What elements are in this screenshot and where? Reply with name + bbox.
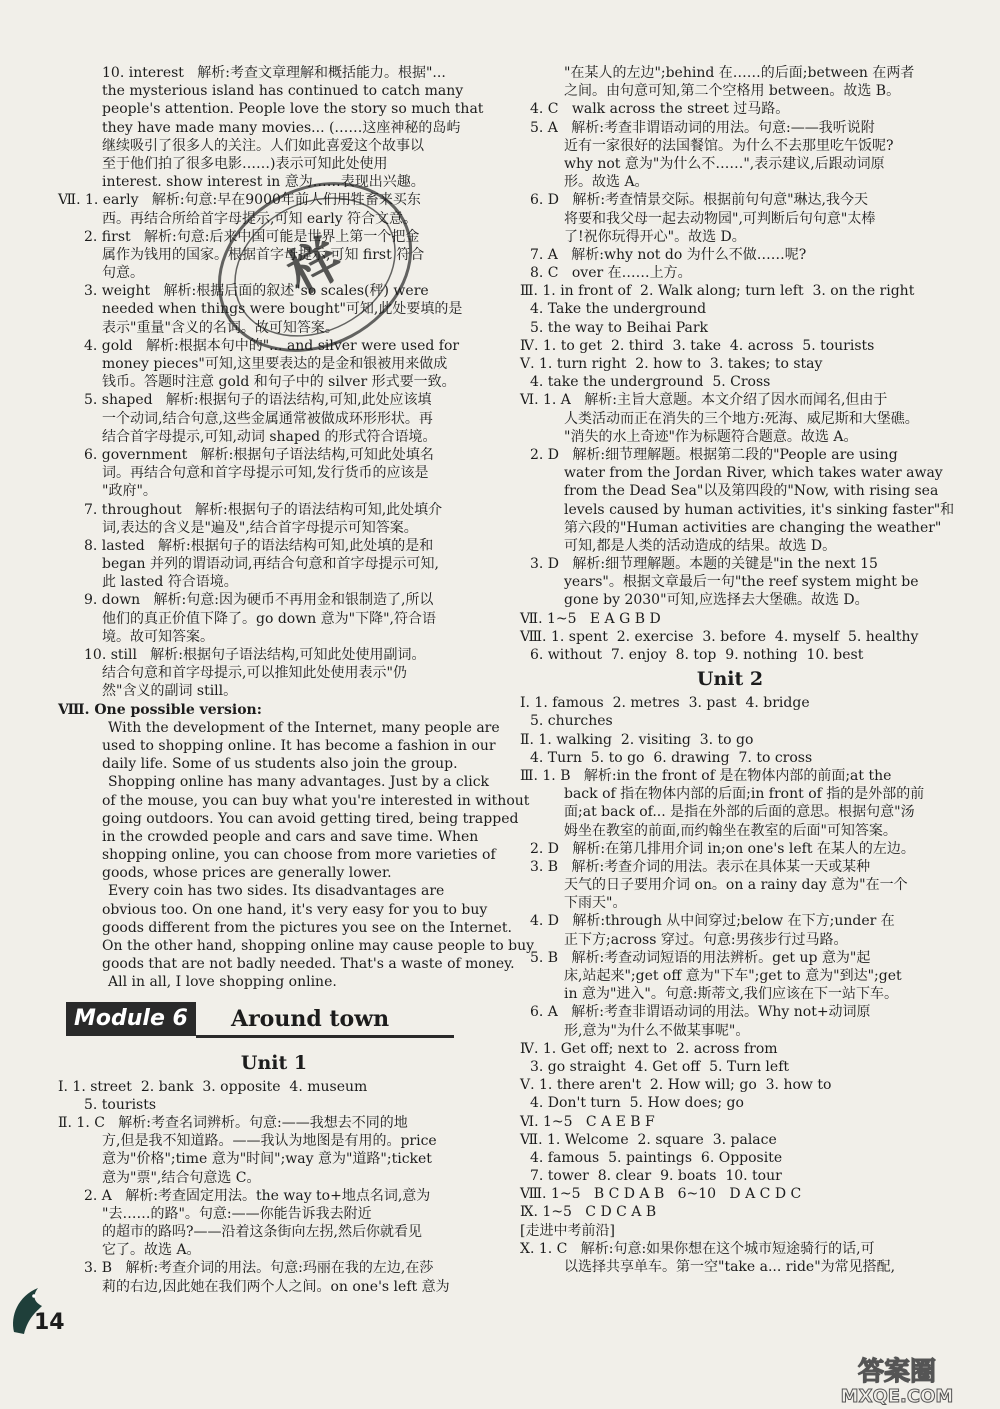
answer-line: 3. go straight 4. Get off 5. Turn left: [530, 1058, 789, 1075]
answer-line: 4. Don't turn 5. How does; go: [530, 1095, 744, 1112]
answer-line: goods that are not badly needed. That's a waste of money.: [102, 956, 515, 973]
answer-line: 以选择共享单车。第一空"take a... ride"为常见搭配,: [564, 1259, 896, 1275]
answer-line: 继续吸引了很多人的关注。人们如此喜爱这个故事以: [102, 137, 424, 154]
answer-line: 词。再结合句意和首字母提示可知,发行货币的应该是: [102, 465, 429, 482]
answer-line: shopping online, you can choose from more varieties of: [102, 847, 496, 864]
answer-line: goods different from the pictures you see on the Internet.: [102, 919, 512, 936]
answer-line: Ⅵ. 1. A 解析:主旨大意题。本文介绍了因水而闻名,但由于: [520, 392, 888, 409]
answer-line: 第六段的"Human activities are changing the weather": [564, 519, 942, 536]
answer-line: 4. D 解析:through 从中间穿过;below 在下方;under 在: [530, 913, 895, 930]
answer-line: 4. C walk across the street 过马路。: [530, 101, 790, 118]
answer-line: 床,站起来";get off 意为"下车";get to 意为"到达";get: [564, 968, 902, 984]
answer-line: money pieces"可知,这里要表达的是金和银被用来做成: [102, 356, 448, 372]
answer-line: 姆坐在教室的前面,而约翰坐在教室的后面"可知答案。: [564, 822, 897, 839]
left-column: [58, 64, 535, 1296]
answer-line: Ⅳ. 1. Get off; next to 2. across from: [520, 1040, 778, 1057]
answer-line: daily life. Some of us students also join the group.: [102, 756, 458, 773]
answer-line: 钱币。答题时注意 gold 和句子中的 silver 形式要一致。: [102, 374, 456, 391]
answer-line: 属作为钱用的国家。根据首字母提示,可知 first 符合: [102, 246, 425, 263]
module-banner: [66, 998, 490, 1042]
answer-line: 6. D 解析:考查情景交际。根据前句句意"琳达,我今天: [530, 192, 868, 209]
answer-line: 西。再结合所给首字母提示,可知 early 符合文意。: [102, 210, 418, 227]
answer-line: 5. shaped 解析:根据句子的语法结构,可知,此处应该填: [84, 392, 432, 409]
page-number: 14: [34, 1310, 65, 1335]
answer-line: "在某人的左边";behind 在……的后面;between 在两者: [564, 65, 915, 81]
answer-line: 5. A 解析:考查非谓语动词的用法。句意:——我听说附: [530, 119, 875, 136]
answer-line: Ⅵ. 1~5 C A E B F: [520, 1113, 655, 1130]
answer-line: Ⅳ. 1. to get 2. third 3. take 4. across 5. tourists: [520, 337, 875, 354]
answer-line: 10. still 解析:根据句子语法结构,可知此处使用副词。: [84, 647, 426, 663]
answer-line: "政府"。: [102, 483, 157, 500]
answer-line: 5. B 解析:考查动词短语的用法辨析。get up 意为"起: [530, 949, 871, 966]
answer-line: goods, whose prices are generally lower.: [102, 865, 392, 882]
answer-line: 4. take the underground 5. Cross: [530, 374, 771, 391]
module-badge: Module 6: [66, 1002, 196, 1036]
watermark-logo: [812, 1352, 982, 1406]
unit-2-answer-block: [520, 694, 940, 1276]
answer-line: 词,表达的含义是"遍及",结合首字母提示可知答案。: [102, 519, 418, 536]
answer-line: 6. A 解析:考查非谓语动词的用法。Why not+动词原: [530, 1004, 871, 1021]
answer-line: 6. without 7. enjoy 8. top 9. nothing 10. best: [530, 647, 864, 663]
answer-line: 的超市的路吗?——沿着这条街向左拐,然后你就看见: [102, 1224, 422, 1241]
answer-line: 5. tourists: [84, 1096, 157, 1113]
answer-line: Ⅶ. 1~5 E A G B D: [520, 610, 661, 627]
answer-line: 结合首字母提示,可知,动词 shaped 的形式符合语境。: [102, 428, 437, 445]
answer-line: 8. C over 在……上方。: [530, 265, 692, 282]
answer-line: 3. B 解析:考查介词的用法。句意:玛丽在我的左边,在莎: [84, 1260, 434, 1277]
answer-line: 形。故选 A。: [564, 174, 649, 191]
answer-line: gone by 2030"可知,应选择去大堡礁。故选 D。: [564, 592, 869, 609]
answer-line: "消失的水上奇迹"作为标题符合题意。故选 A。: [564, 428, 858, 445]
answer-line: 5. churches: [530, 713, 613, 730]
left-answer-block: [58, 64, 535, 992]
answer-line: 一个动词,结合句意,这些金属通常被做成环形形状。再: [102, 410, 433, 427]
answer-line: 正下方;across 穿过。句意:男孩步行过马路。: [564, 931, 848, 948]
answer-line: 5. the way to Beihai Park: [530, 319, 709, 336]
answer-line: Ⅸ. 1~5 C D C A B: [520, 1204, 657, 1221]
answer-line: All in all, I love shopping online.: [108, 974, 337, 991]
unit-1-answer-block: [58, 1078, 490, 1296]
answer-line: 了!祝你玩得开心"。故选 D。: [564, 228, 746, 245]
answer-line: from the Dead Sea"以及第四段的"Now, with rising sea: [564, 483, 939, 500]
answer-line: 6. government 解析:根据句子语法结构,可知此处填名: [84, 446, 434, 463]
answer-line: 面;at back of... 是指在外部的后面的意思。根据句意"汤: [564, 804, 915, 821]
answer-line: Ⅶ. 1. early 解析:句意:早在9000年前人们用牲畜来买东: [58, 192, 421, 209]
answer-line: began 并列的谓语动词,再结合句意和首字母提示可知,: [102, 556, 439, 573]
answer-line: Shopping online has many advantages. Just by a click: [108, 774, 490, 791]
answer-line: Ⅲ. 1. B 解析:in the front of 是在物体内部的前面;at the: [520, 767, 892, 784]
answer-line: 句意。: [102, 265, 144, 282]
answer-line: 2. first 解析:句意:后来中国可能是世界上第一个把金: [84, 228, 420, 245]
answer-line: interest. show interest in 意为……表现出兴趣。: [102, 174, 425, 191]
answer-line: 7. tower 8. clear 9. boats 10. tour: [530, 1168, 782, 1185]
answer-line: 4. Take the underground: [530, 301, 707, 318]
answer-line: in 意为"进入"。句意:斯蒂文,我们应该在下一站下车。: [564, 986, 898, 1003]
answer-line: 天气的日子要用介词 on。on a rainy day 意为"在一个: [564, 877, 908, 894]
answer-line: On the other hand, shopping online may cause people to buy: [102, 938, 535, 954]
module-rule: [196, 1035, 454, 1038]
right-column: [520, 64, 955, 1276]
answer-line: water from the Jordan River, which takes water away: [564, 465, 943, 482]
answer-line: 形,意为"为什么不做某事呢"。: [564, 1022, 750, 1039]
answer-line: 4. famous 5. paintings 6. Opposite: [530, 1149, 783, 1166]
answer-line: 境。故可知答案。: [102, 628, 214, 645]
answer-line: 至于他们拍了很多电影……)表示可知此处使用: [102, 155, 388, 172]
answer-line: Ⅰ. 1. famous 2. metres 3. past 4. bridge: [520, 695, 810, 712]
answer-line: Ⅱ. 1. C 解析:考查名词辨析。句意:——我想去不同的地: [58, 1114, 408, 1131]
answer-line: 然"含义的副词 still。: [102, 683, 238, 700]
answer-line: Ⅶ. 1. Welcome 2. square 3. palace: [520, 1131, 777, 1148]
answer-line: used to shopping online. It has become a fashion in our: [102, 737, 496, 754]
answer-line: back of 指在物体内部的后面;in front of 指的是外部的前: [564, 786, 925, 803]
answer-line: Ⅷ. One possible version:: [58, 701, 262, 718]
module-title: Around town: [231, 1005, 390, 1032]
answer-line: 2. A 解析:考查固定用法。the way to+地点名词,意为: [84, 1187, 431, 1204]
answer-line: 他们的真正价值下降了。go down 意为"下降",符合语: [102, 610, 437, 627]
answer-line: 下雨天"。: [564, 895, 627, 912]
answer-line: they have made many movies... (……这座神秘的岛屿: [102, 119, 461, 136]
answer-line: Ⅷ. 1. spent 2. exercise 3. before 4. myself 5. healthy: [520, 628, 919, 645]
answer-line: 4. gold 解析:根据本句中的"... and silver were used for: [84, 337, 460, 354]
answer-line: 4. Turn 5. to go 6. drawing 7. to cross: [530, 749, 813, 766]
answer-line: 意为"价格";time 意为"时间";way 意为"道路";ticket: [102, 1151, 432, 1168]
answer-line: in the crowded people and cars and save time. When: [102, 828, 479, 845]
answer-line: people's attention. People love the story so much that: [102, 101, 484, 118]
answer-line: Ⅹ. 1. C 解析:句意:如果你想在这个城市短途骑行的话,可: [520, 1240, 875, 1257]
answer-line: needed when things were bought"可知,此处要填的是: [102, 301, 463, 318]
svg-text:MXQE.COM: MXQE.COM: [840, 1386, 954, 1407]
answer-line: 10. interest 解析:考查文章理解和概括能力。根据"...: [102, 65, 446, 81]
answer-line: Ⅰ. 1. street 2. bank 3. opposite 4. museum: [58, 1078, 368, 1095]
answer-line: [走进中考前沿]: [520, 1222, 615, 1239]
answer-line: obvious too. On one hand, it's very easy for you to buy: [102, 901, 488, 918]
unit-1-heading: Unit 1: [240, 1051, 308, 1074]
answer-line: 3. D 解析:细节理解题。本题的关键是"in the next 15: [530, 556, 878, 573]
answer-line: Ⅴ. 1. turn right 2. how to 3. takes; to stay: [520, 356, 823, 372]
svg-text:答案圈: 答案圈: [857, 1357, 937, 1387]
answer-line: Every coin has two sides. Its disadvantages are: [108, 883, 445, 900]
answer-line: the mysterious island has continued to catch many: [102, 83, 464, 100]
answer-line: 7. A 解析:why not do 为什么不做……呢?: [530, 246, 807, 263]
answer-line: 9. down 解析:句意:因为硬币不再用金和银制造了,所以: [84, 592, 434, 609]
answer-line: Ⅷ. 1~5 B C D A B 6~10 D A C D C: [520, 1186, 802, 1203]
answer-line: Ⅲ. 1. in front of 2. Walk along; turn left 3. on the right: [520, 283, 915, 300]
answer-line: of the mouse, you can buy what you're interested in without: [102, 792, 530, 809]
unit-2-heading: Unit 2: [696, 668, 764, 691]
answer-line: 此 lasted 符合语境。: [102, 574, 238, 591]
answer-line: "去……的路"。句意:——你能告诉我去附近: [102, 1205, 372, 1222]
answer-line: Ⅱ. 1. walking 2. visiting 3. to go: [520, 731, 754, 748]
right-answer-block: [520, 64, 955, 664]
answer-line: 表示"重量"含义的名词。故可知答案。: [102, 319, 339, 336]
answer-line: 方,但是我不知道路。——我认为地图是有用的。price: [102, 1133, 437, 1150]
answer-line: years"。根据文章最后一句"the reef system might be: [564, 574, 919, 591]
answer-line: 可知,都是人类的活动造成的结果。故选 D。: [564, 537, 837, 554]
answer-line: 2. D 解析:细节理解题。根据第二段的"People are using: [530, 446, 898, 463]
answer-line: 将要和我父母一起去动物园",可判断后句句意"太棒: [564, 210, 876, 227]
answer-line: 之间。由句意可知,第二个空格用 between。故选 B。: [564, 83, 901, 100]
answer-line: 莉的右边,因此她在我们两个人之间。on one's left 意为: [102, 1278, 450, 1295]
answer-line: 3. B 解析:考查介词的用法。表示在具体某一天或某种: [530, 858, 871, 875]
answer-line: 人类活动而正在消失的三个地方:死海、威尼斯和大堡礁。: [564, 410, 919, 427]
answer-line: Ⅴ. 1. there aren't 2. How will; go 3. how to: [520, 1077, 832, 1094]
answer-line: 8. lasted 解析:根据句子的语法结构可知,此处填的是和: [84, 537, 434, 554]
answer-line: 7. throughout 解析:根据句子的语法结构可知,此处填介: [84, 501, 443, 518]
answer-line: why not 意为"为什么不……",表示建议,后跟动词原: [564, 155, 885, 172]
answer-line: 3. weight 解析:根据后面的叙述"so scales(秤) were: [84, 283, 429, 300]
answer-line: 结合句意和首字母提示,可以推知此处使用表示"仍: [102, 665, 407, 682]
svg-text:样: 样: [277, 228, 353, 306]
answer-line: 意为"票",结合句意选 C。: [102, 1169, 261, 1186]
answer-line: With the development of the Internet, many people are: [108, 719, 500, 736]
answer-line: 近有一家很好的法国餐馆。为什么不去那里吃午饭呢?: [564, 137, 894, 154]
answer-line: levels caused by human activities, it's sinking faster"和: [564, 501, 955, 518]
answer-line: going outdoors. You can avoid getting tired, being trapped: [102, 810, 519, 827]
answer-line: 它了。故选 A。: [102, 1242, 201, 1259]
answer-line: 2. D 解析:在第几排用介词 in;on one's left 在某人的左边。: [530, 840, 915, 857]
